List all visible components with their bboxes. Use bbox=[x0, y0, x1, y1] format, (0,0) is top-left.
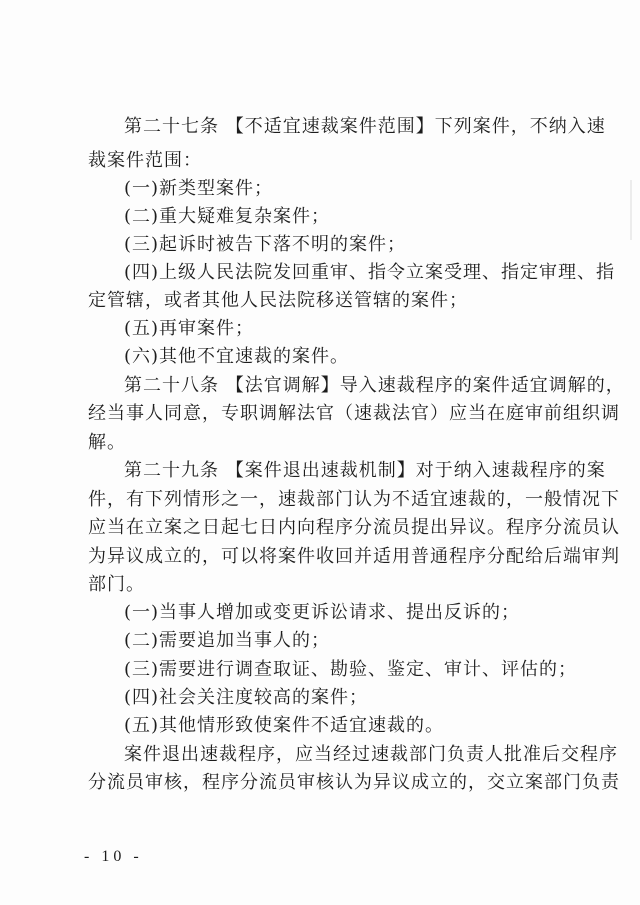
page-number: - 10 - bbox=[84, 848, 143, 865]
list-item: (一)当事人增加或变更诉讼请求、提出反诉的； bbox=[124, 602, 521, 623]
text-line: 部门。 bbox=[88, 574, 145, 595]
list-item: (三)需要进行调查取证、勘验、鉴定、审计、评估的； bbox=[124, 659, 578, 680]
text-line: 为异议成立的，可以将案件收回并适用普通程序分配给后端审判 bbox=[88, 546, 620, 567]
text-line: 分流员审核，程序分流员审核认为异议成立的，交立案部门负责 bbox=[88, 772, 620, 793]
text-line: 经当事人同意，专职调解法官（速裁法官）应当在庭审前组织调 bbox=[88, 403, 620, 424]
list-item: (三)起诉时被告下落不明的案件； bbox=[124, 234, 407, 255]
list-item: (五)其他情形致使案件不适宜速裁的。 bbox=[124, 715, 445, 736]
text-line: 定管辖，或者其他人民法院移送管辖的案件； bbox=[88, 290, 468, 311]
text-line: 裁案件范围： bbox=[88, 150, 202, 171]
text-line: 案件退出速裁程序，应当经过速裁部门负责人批准后交程序 bbox=[124, 744, 618, 765]
text-line: 第二十九条 【案件退出速裁机制】对于纳入速裁程序的案 bbox=[124, 460, 606, 481]
list-item: (一)新类型案件； bbox=[124, 178, 274, 199]
list-item: (二)重大疑难复杂案件； bbox=[124, 206, 331, 227]
list-item: (五)再审案件； bbox=[124, 318, 255, 339]
text-line: 第二十七条 【不适宜速裁案件范围】下列案件，不纳入速 bbox=[124, 116, 606, 137]
list-item: (二)需要追加当事人的； bbox=[124, 630, 331, 651]
text-line: 第二十八条 【法官调解】导入速裁程序的案件适宜调解的， bbox=[124, 375, 625, 396]
text-line: 件，有下列情形之一，速裁部门认为不适宜速裁的，一般情况下 bbox=[88, 489, 620, 510]
list-item: (四)社会关注度较高的案件； bbox=[124, 687, 369, 708]
text-line: 应当在立案之日起七日内向程序分流员提出异议。程序分流员认 bbox=[88, 517, 620, 538]
text-line: 解。 bbox=[88, 432, 126, 453]
list-item: (四)上级人民法院发回重审、指令立案受理、指定审理、指 bbox=[124, 262, 616, 283]
scan-edge-mark bbox=[630, 180, 632, 240]
list-item: (六)其他不宜速裁的案件。 bbox=[124, 346, 350, 367]
